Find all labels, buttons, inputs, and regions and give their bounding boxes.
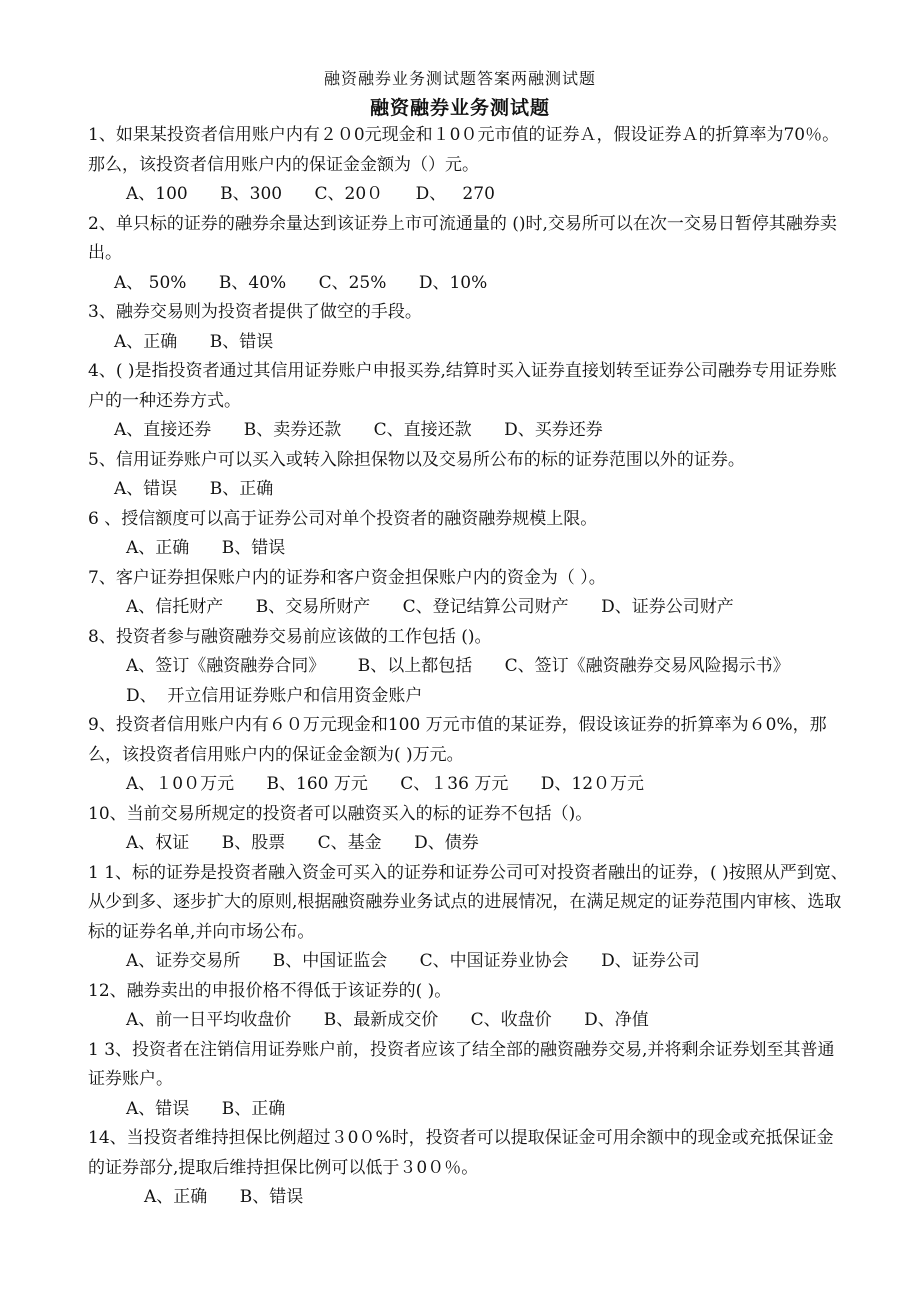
- option: B、正确: [221, 1098, 286, 1119]
- question-text: 1 1、标的证券是投资者融入资金可买入的证券和证券公司可对投资者融出的证券，( )按照从严到宽、从少到多、逐步扩大的原则,根据融资融券业务试点的进展情况，在满足规定的证券范围内审核、选取标的证券名单,并向市场公布。: [88, 862, 848, 942]
- question-text: 7、客户证券担保账户内的证券和客户资金担保账户内的资金为（ ）。: [88, 567, 606, 588]
- question-options: [88, 829, 848, 859]
- option: A、100: [126, 184, 221, 204]
- question-options: [88, 947, 848, 977]
- option: A、正确: [126, 538, 222, 558]
- option: A、签订《融资融券合同》: [126, 656, 358, 676]
- question-text: 8、投资者参与融资融券交易前应该做的工作包括 ()。: [88, 626, 492, 647]
- option: B、160 万元: [266, 774, 401, 794]
- option: B、中国证监会: [272, 951, 420, 971]
- option: A、正确: [144, 1187, 240, 1207]
- page-title: 融资融券业务测试题: [369, 97, 550, 119]
- option: C、签订《融资融券交易风险揭示书》: [504, 656, 790, 676]
- question-options: [88, 770, 848, 800]
- question-text: 12、融券卖出的申报价格不得低于该证券的( )。: [88, 980, 452, 1001]
- option: B、股票: [221, 833, 318, 853]
- question-options: [88, 1183, 848, 1213]
- option: A、信托财产: [126, 597, 256, 617]
- question-options: [88, 475, 848, 505]
- option: D、10%: [418, 272, 488, 293]
- option: B、卖券还款: [243, 420, 374, 440]
- option: B、以上都包括: [357, 656, 505, 676]
- option: D、净值: [584, 1010, 649, 1030]
- option: D、12０万元: [540, 774, 645, 794]
- option: A、正确: [114, 331, 210, 352]
- question-options: [88, 593, 848, 623]
- option: C、基金: [317, 833, 415, 853]
- option: A、前一日平均收盘价: [126, 1010, 324, 1030]
- question-options: [88, 1006, 848, 1036]
- option: B、错误: [209, 331, 274, 352]
- question-options: [88, 682, 848, 712]
- option: C、直接还款: [373, 420, 505, 440]
- option: D、 270: [415, 184, 495, 204]
- option: B、300: [220, 184, 315, 204]
- option: A、１0０万元: [126, 774, 267, 794]
- question-text: 1、如果某投资者信用账户内有２０0元现金和１0０元市值的证券Ａ，假设证券Ａ的折算率为70％。那么，该投资者信用账户内的保证金金额为（）元。: [88, 125, 840, 175]
- option: C、登记结算公司财产: [402, 597, 602, 617]
- page-header: 融资融券业务测试题答案两融测试题: [323, 69, 596, 88]
- option: C、收盘价: [470, 1010, 585, 1030]
- option: A、直接还券: [114, 420, 244, 440]
- question-text: 6 、授信额度可以高于证券公司对单个投资者的融资融券规模上限。: [88, 508, 598, 529]
- option: B、40%: [218, 272, 319, 293]
- question-options: [88, 652, 848, 682]
- option: B、交易所财产: [255, 597, 403, 617]
- option: A、权证: [126, 833, 222, 853]
- option: D、 开立信用证券账户和信用资金账户: [126, 685, 423, 706]
- option: D、证券公司财产: [601, 597, 734, 617]
- option: B、正确: [209, 479, 274, 499]
- option: B、错误: [239, 1187, 304, 1207]
- question-options: [88, 269, 848, 299]
- option: C、１36 万元: [400, 774, 541, 794]
- question-text: 9、投资者信用账户内有６０万元现金和100 万元市值的某证券，假设该证券的折算率为６0%，那么，该投资者信用账户内的保证金金额为( )万元。: [88, 715, 827, 765]
- option: D、债券: [414, 833, 479, 853]
- question-text: 3、融券交易则为投资者提供了做空的手段。: [88, 302, 422, 322]
- option: C、20０: [314, 184, 416, 204]
- question-text: 10、当前交易所规定的投资者可以融资买入的标的证券不包括（)。: [88, 803, 593, 824]
- question-list: [88, 121, 848, 1213]
- question-options: [88, 1095, 848, 1125]
- question-text: 2、单只标的证券的融券余量达到该证券上市可流通量的 ()时,交易所可以在次一交易日暂停其融券卖出。: [88, 213, 837, 263]
- question-options: [88, 328, 848, 358]
- question-options: [88, 180, 848, 210]
- question-text: 1 3、投资者在注销信用证券账户前，投资者应该了结全部的融资融券交易,并将剩余证券划至其普通证券账户。: [88, 1039, 835, 1089]
- option: B、最新成交价: [323, 1010, 471, 1030]
- option: D、证券公司: [601, 951, 700, 971]
- question-text: 4、( )是指投资者通过其信用证券账户申报买券,结算时买入证券直接划转至证券公司融券专用证券账户的一种还券方式。: [88, 361, 837, 411]
- option: A、 50%: [114, 272, 219, 293]
- option: A、证券交易所: [126, 951, 273, 971]
- option: A、错误: [126, 1098, 222, 1119]
- option: B、错误: [221, 538, 286, 558]
- option: C、25%: [318, 272, 419, 293]
- question-options: [88, 416, 848, 446]
- question-options: [88, 534, 848, 564]
- option: D、买券还券: [504, 420, 603, 440]
- option: A、错误: [114, 479, 210, 499]
- question-text: 14、当投资者维持担保比例超过３0０%时，投资者可以提取保证金可用余额中的现金或充抵保证金的证券部分,提取后维持担保比例可以低于３0０％。: [88, 1128, 834, 1178]
- option: C、中国证券业协会: [419, 951, 602, 971]
- question-text: 5、信用证券账户可以买入或转入除担保物以及交易所公布的标的证券范围以外的证券。: [88, 449, 745, 470]
